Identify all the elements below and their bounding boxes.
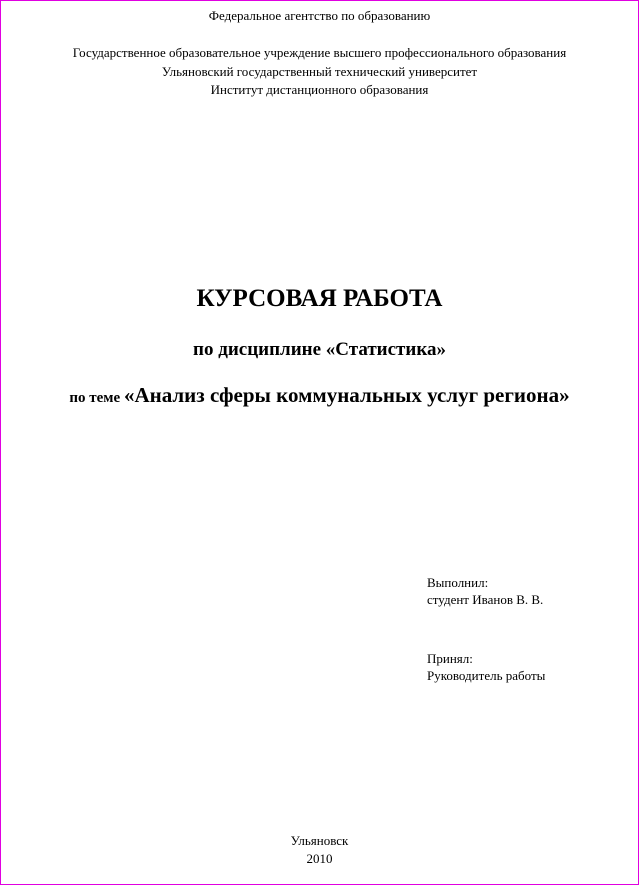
topic-line [0,380,639,413]
header-university: Ульяновский государственный технический университет [161,64,478,79]
header-institution: Государственное образовательное учреждение высшего профессионального образования [72,45,567,60]
header-institute: Институт дистанционного образования [210,82,429,97]
performed-block [427,574,543,608]
performed-label: Выполнил: [427,575,489,590]
discipline-line: по дисциплине «Статистика» [193,339,446,360]
accepted-block [427,650,545,684]
topic-prefix: по теме [69,390,124,406]
document-title: КУРСОВАЯ РАБОТА [196,285,443,312]
header-agency: Федеральное агентство по образованию [208,8,431,23]
accepted-label: Принял: [427,651,473,666]
footer-city: Ульяновск [290,833,349,848]
footer-year: 2010 [306,851,333,866]
accepted-by: Руководитель работы [427,668,546,683]
topic-title: «Анализ сферы коммунальных услуг региона» [123,383,570,407]
performed-by: студент Иванов В. В. [427,592,544,607]
